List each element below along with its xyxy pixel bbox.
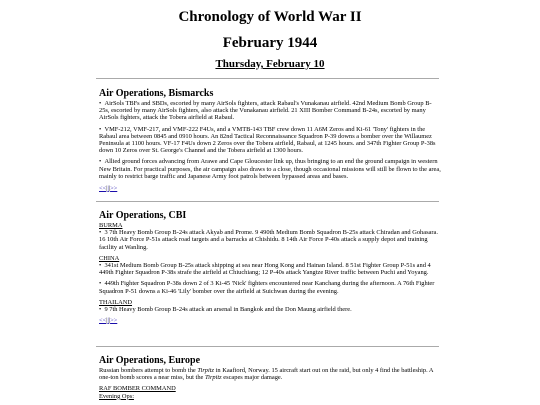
date-title: Thursday, February 10 (215, 58, 325, 70)
bullet-icon (99, 229, 101, 236)
prev-link[interactable]: << (99, 317, 107, 325)
section-heading: Air Operations, Bismarcks (99, 88, 214, 99)
paragraph: Russian bombers attempt to bomb the Tirpitz in Kaafiord, Norway. 15 aircraft start out on the raid, but only 4 find the battleship. A one-ton bomb scores a near miss, but the Tirpitz escapes major damage. (99, 367, 434, 382)
ship-name: Tirpitz (197, 367, 215, 374)
paragraph: • 3 7th Heavy Bomb Group B-24s attack Akyab and Prome. 9 490th Medium Bomb Squadron B-25s attack Chiradan and Gohasara. 16 10th Air Force P-51s attack road targets and a barracks at Chishidu. 8 14th Air Force P-40s attack a supply depot and training facility at Wanling. (99, 229, 441, 251)
divider (96, 78, 439, 79)
nav-links: <<|||>> (99, 185, 118, 193)
bullet-icon (99, 306, 101, 313)
bullet-icon (99, 262, 101, 269)
region-label-china: CHINA (99, 254, 120, 262)
section-cbi (99, 210, 441, 324)
page-title: Chronology of World War II (178, 9, 362, 25)
up-link[interactable]: | (107, 317, 109, 325)
paragraph: • 9 7th Heavy Bomb Group B-24s attack an arsenal in Bangkok and the Don Maung airfield there. (99, 306, 441, 313)
bullet-icon (99, 100, 101, 107)
nav-links: <<|||>> (99, 317, 118, 325)
section-bismarcks (99, 88, 441, 192)
subheading-raf: RAF BOMBER COMMAND (99, 385, 176, 393)
region-label-thailand: THAILAND (99, 298, 133, 306)
subheading-evening: Evening Ops: (99, 392, 134, 400)
section-heading: Air Operations, Europe (99, 355, 201, 366)
section-europe (99, 355, 441, 400)
month-title: February 1944 (222, 35, 318, 51)
divider (96, 201, 439, 202)
prev-link[interactable]: << (99, 185, 107, 193)
paragraph: • AirSols TBFs and SBDs, escorted by many AirSols fighters, attack Rabaul's Vunakanau airfield. 42nd Medium Bomb Group B-25s, escorted by many AirSols fighters, also attack the Vunakanau airfield. 21 XIII Bomber Command B-24s, escorted by many AirSols fighters, attack the Tobera airfield at Rabaul. (99, 100, 441, 122)
section-heading: Air Operations, CBI (99, 210, 187, 221)
up-link[interactable]: | (107, 185, 109, 193)
bullet-icon (99, 126, 101, 133)
ship-name: Tirpitz (204, 374, 222, 382)
paragraph: • Allied ground forces advancing from Arawe and Cape Gloucester link up, thus bringing to an end the ground campaign in western New Britain. For practical purposes, the air campaign also draws to a close, though occasional missions will still be flown to the area, mainly to restrict barge traffic and Japanese Army foot patrols between bypassed areas and bases. (99, 158, 441, 180)
divider (96, 346, 439, 347)
next-link[interactable]: >> (110, 185, 118, 193)
paragraph: • 341st Medium Bomb Group B-25s attack shipping at sea near Hong Kong and Hainan Island. 8 51st Fighter Group P-51s and 4 449th Fighter Squadron P-38s strafe the airfield at Chiuchiang; 12 P-40s attack Yangtze River traffic between Puchi and Yoyang. (99, 262, 441, 276)
bullet-icon (99, 158, 101, 165)
paragraph: • VMF-212, VMF-217, and VMF-222 F4Us, and a VMTB-143 TBF crew down 11 A6M Zeros and Ki-61 'Tony' fighters in the Rabaul area between 0845 and 0910 hours. An 82nd Tactical Reconnaissance Squadron P-39 downs a bomber over the Willaumez Peninsula at 1100 hours. VF-17 F4Us down 2 Zeros over the Tobera airfield, Rabaul, at 1245 hours. and 347th Fighter Group P-38s down 10 Zeros over St. George's Channel and the Tobera airfield at 1300 hours. (99, 126, 441, 155)
next-link[interactable]: >> (110, 317, 118, 325)
bullet-icon (99, 280, 101, 287)
paragraph: • 449th Fighter Squadron P-38s down 2 of 3 Ki-45 'Nick' fighters encountered near Kanchang during the afternoon. A 76th Fighter Squadron P-51 downs a Ki-46 'Lily' bomber over the airfield at Suichwan during the evening. (99, 280, 441, 294)
region-label-burma: BURMA (99, 222, 123, 229)
